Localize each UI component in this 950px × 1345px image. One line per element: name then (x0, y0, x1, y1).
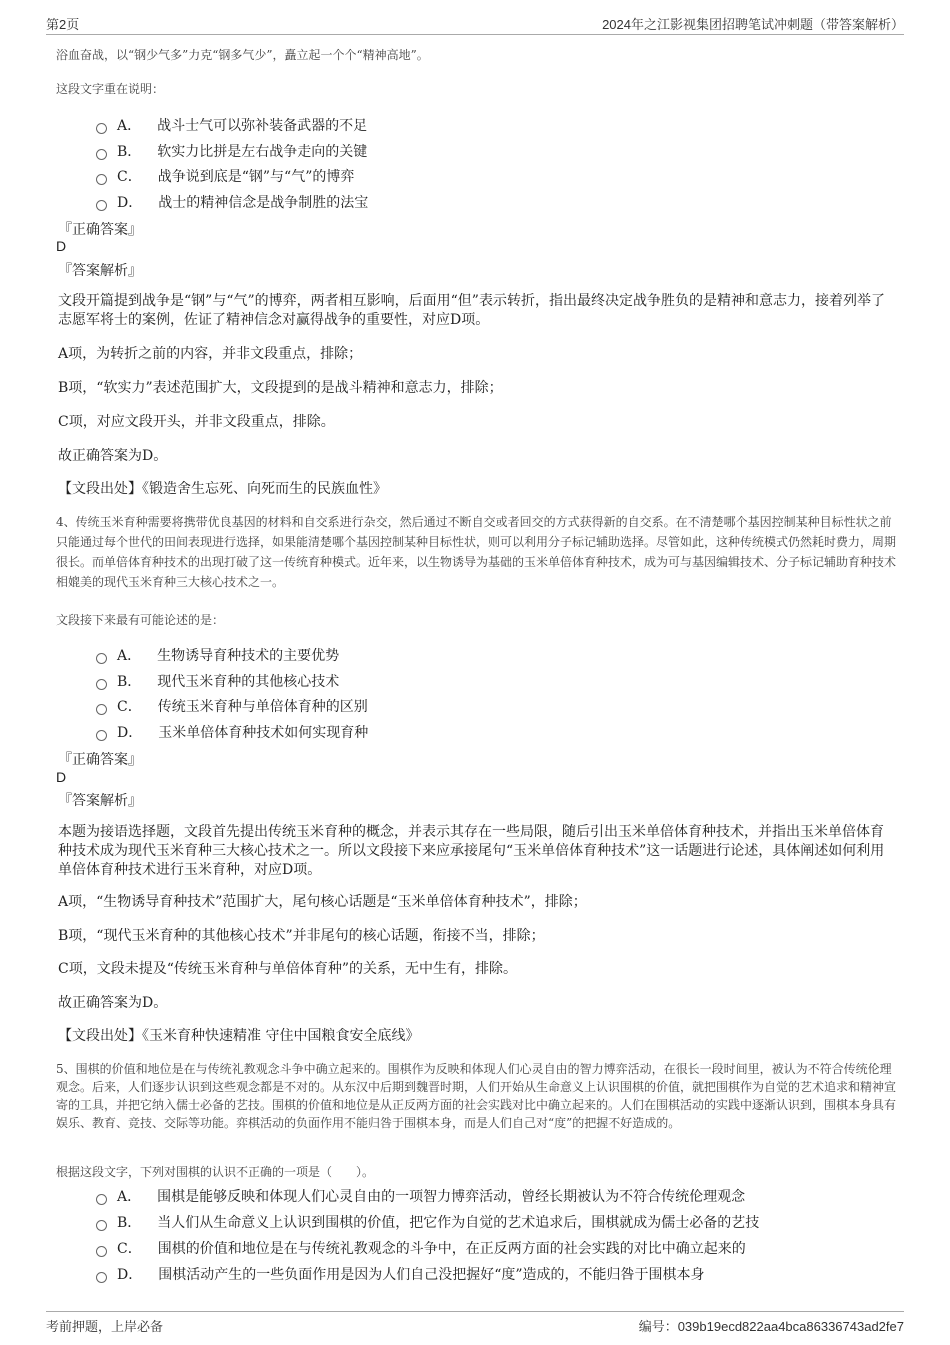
radio-icon[interactable] (96, 1246, 107, 1257)
option-letter: A． (117, 648, 142, 664)
q4-option-b[interactable] (96, 671, 339, 691)
q4-analysis-c: C项，文段未提及“传统玉米育种与单倍体育种”的关系，无中生有，排除。 (58, 961, 518, 977)
q3-answer-label: 『正确答案』 (58, 222, 142, 238)
q4-answer-label: 『正确答案』 (58, 752, 142, 768)
option-text: 战斗士气可以弥补装备武器的不足 (157, 118, 368, 134)
radio-icon[interactable] (96, 149, 107, 160)
option-text: 围棋活动产生的一些负面作用是因为人们自己没把握好“度”造成的，不能归咎于围棋本身 (158, 1267, 705, 1283)
q3-analysis-a: A项，为转折之前的内容，并非文段重点，排除； (58, 346, 363, 362)
option-letter: B． (117, 1215, 142, 1231)
q3-analysis-conclusion: 故正确答案为D。 (58, 448, 168, 464)
q3-analysis-b: B项，“软实力”表述范围扩大，文段提到的是战斗精神和意志力，排除； (58, 380, 503, 396)
q5-prompt: 根据这段文字，下列对围棋的认识不正确的一项是（ ）。 (56, 1165, 375, 1179)
q4-analysis-conclusion: 故正确答案为D。 (58, 995, 168, 1011)
q4-analysis-main: 本题为接语选择题，文段首先提出传统玉米育种的概念，并表示其存在一些局限，随后引出玉米单倍体育种技术，并指出玉米单倍体育种技术成为现代玉米育种三大核心技术之一。所以文段接下来应承接尾句“玉米单倍体育种技术”这一话题进行论述，具体阐述如何利用单倍体育种技术进行玉米育种，对应D项。 (58, 824, 885, 878)
q3-option-d[interactable] (96, 192, 368, 212)
footer-slogan: 考前押题，上岸必备 (46, 1319, 164, 1334)
q4-stem: 4、传统玉米育种需要将携带优良基因的材料和自交系进行杂交，然后通过不断自交或者回交的方式获得新的自交系。在不清楚哪个基因控制某种目标性状之前只能通过每个世代的田间表现进行选择，如果能清楚哪个基因控制某种目标性状，则可以利用分子标记辅助选择。尽管如此，这种传统模式仍然耗时费力，周期很长。而单倍体育种技术的出现打破了这一传统育种模式。近年来，以生物诱导为基础的玉米单倍体育种技术，成为可与基因编辑技术、分子标记辅助育种技术相媲美的现代玉米育种三大核心技术之一。 (56, 515, 897, 589)
q3-option-c[interactable] (96, 166, 354, 186)
document-title: 2024年之江影视集团招聘笔试冲刺题（带答案解析） (602, 17, 904, 32)
q3-option-a[interactable] (96, 115, 367, 135)
q4-source: 【文段出处】《玉米育种快速精准 守住中国粮食安全底线》 (58, 1028, 420, 1044)
option-text: 生物诱导育种技术的主要优势 (157, 648, 340, 664)
option-letter: C． (117, 169, 142, 185)
radio-icon[interactable] (96, 679, 107, 690)
option-text: 围棋的价值和地位是在与传统礼教观念的斗争中，在正反两方面的社会实践的对比中确立起来的 (157, 1241, 746, 1257)
q4-analysis-b: B项，“现代玉米育种的其他核心技术”并非尾句的核心话题，衔接不当，排除； (58, 928, 545, 944)
q3-analysis-c: C项，对应文段开头，并非文段重点，排除。 (58, 414, 335, 430)
option-letter: B． (117, 674, 142, 690)
q4-answer-value: D (56, 769, 67, 785)
radio-icon[interactable] (96, 1220, 107, 1231)
q3-option-b[interactable] (96, 141, 367, 161)
radio-icon[interactable] (96, 653, 107, 664)
q5-option-d[interactable] (96, 1264, 705, 1284)
q4-option-d[interactable] (96, 722, 368, 742)
option-text: 现代玉米育种的其他核心技术 (157, 674, 340, 690)
radio-icon[interactable] (96, 1272, 107, 1283)
option-text: 当人们从生命意义上认识到围棋的价值，把它作为自觉的艺术追求后，围棋就成为儒士必备的艺技 (157, 1215, 760, 1231)
option-text: 围棋是能够反映和体现人们心灵自由的一项智力博弈活动，曾经长期被认为不符合传统伦理观念 (157, 1189, 746, 1205)
q4-option-c[interactable] (96, 696, 368, 716)
radio-icon[interactable] (96, 200, 107, 211)
radio-icon[interactable] (96, 1194, 107, 1205)
q5-option-c[interactable] (96, 1238, 746, 1258)
q4-prompt: 文段接下来最有可能论述的是： (56, 613, 225, 627)
q4-analysis-label: 『答案解析』 (58, 793, 142, 809)
q4-option-a[interactable] (96, 645, 339, 665)
option-letter: A． (117, 118, 142, 134)
q5-option-b[interactable] (96, 1212, 759, 1232)
option-letter: A． (117, 1189, 142, 1205)
q3-prompt: 这段文字重在说明： (56, 82, 165, 96)
option-text: 战争说到底是“钢”与“气”的博弈 (157, 169, 355, 185)
q3-analysis-label: 『答案解析』 (58, 263, 142, 279)
option-text: 软实力比拼是左右战争走向的关键 (157, 144, 368, 160)
radio-icon[interactable] (96, 123, 107, 134)
option-text: 传统玉米育种与单倍体育种的区别 (157, 699, 368, 715)
page-footer (46, 1311, 904, 1336)
document-id: 编号：039b19ecd822aa4bca86336743ad2fe7 (638, 1319, 904, 1334)
radio-icon[interactable] (96, 704, 107, 715)
page-header (46, 12, 904, 35)
option-letter: D． (117, 725, 143, 741)
q3-source: 【文段出处】《锻造舍生忘死、向死而生的民族血性》 (58, 481, 387, 497)
page-number: 第2页 (46, 17, 80, 32)
q3-stem-tail: 浴血奋战，以“钢少气多”力克“钢多气少”，矗立起一个个“精神高地”。 (56, 48, 429, 62)
option-text: 战士的精神信念是战争制胜的法宝 (158, 195, 369, 211)
option-text: 玉米单倍体育种技术如何实现育种 (158, 725, 369, 741)
option-letter: D． (117, 1267, 143, 1283)
radio-icon[interactable] (96, 174, 107, 185)
radio-icon[interactable] (96, 730, 107, 741)
q5-stem: 5、围棋的价值和地位是在与传统礼教观念斗争中确立起来的。围棋作为反映和体现人们心灵自由的智力博弈活动，在很长一段时间里，被认为不符合传统伦理观念。后来，人们逐步认识到这些观念都是不对的。从东汉中后期到魏晋时期，人们开始从生命意义上认识围棋的价值，就把围棋作为自觉的艺术追求和精神宣寄的工具，并把它纳入儒士必备的艺技。围棋的价值和地位是从正反两方面的社会实践对比中确立起来的。人们在围棋活动的实践中逐渐认识到，围棋本身具有娱乐、教育、竞技、交际等功能。弈棋活动的负面作用不能归咎于围棋本身，而是人们自己对“度”的把握不好造成的。 (56, 1062, 897, 1130)
option-letter: C． (117, 1241, 142, 1257)
q5-option-a[interactable] (96, 1186, 745, 1206)
q3-analysis-main: 文段开篇提到战争是“钢”与“气”的博弈，两者相互影响，后面用“但”表示转折，指出最终决定战争胜负的是精神和意志力，接着列举了志愿军将士的案例，佐证了精神信念对赢得战争的重要性，对应D项。 (58, 293, 885, 328)
option-letter: D． (117, 195, 143, 211)
option-letter: B． (117, 144, 142, 160)
q3-answer-value: D (56, 238, 67, 254)
option-letter: C． (117, 699, 142, 715)
q4-analysis-a: A项，“生物诱导育种技术”范围扩大，尾句核心话题是“玉米单倍体育种技术”，排除； (58, 894, 587, 910)
